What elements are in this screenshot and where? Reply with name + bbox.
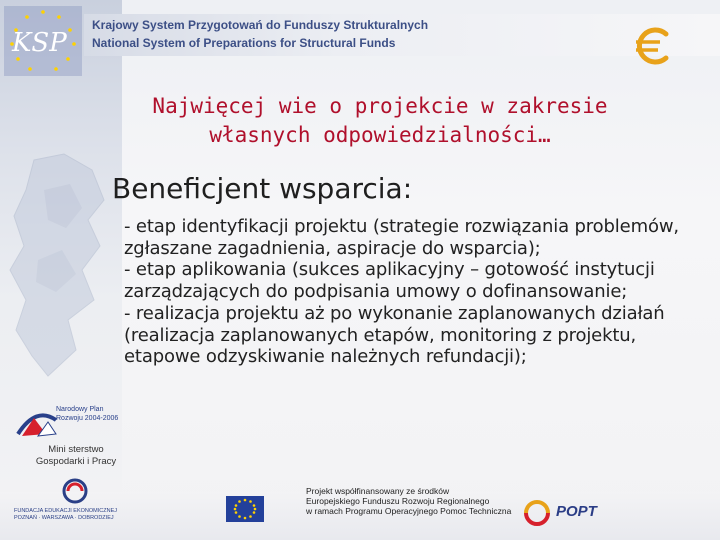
fundacja-logo-icon — [58, 478, 92, 504]
euro-icon — [632, 24, 676, 68]
slide-title: Najwięcej wie o projekcie w zakresie własnych odpowiedzialności… — [152, 94, 608, 147]
eu-map-icon — [4, 150, 122, 390]
popt-logo-icon — [520, 496, 554, 530]
popt-label: POPT — [556, 503, 597, 520]
fundacja-text: FUNDACJA EDUKACJI EKONOMICZNEJ POZNAŃ · WARSZAWA · DOBRODZIEJ — [14, 508, 117, 521]
body-item-application: - etap aplikowania (sukces aplikacyjny – gotowość instytucji zarządzających do podpisania umowy o dofinansowanie; — [124, 259, 655, 303]
narodowy-plan-text: Narodowy Plan Rozwoju 2004-2006 — [56, 406, 119, 422]
ministry-label: Mini sterstwo Gospodarki i Pracy — [35, 444, 117, 467]
eu-flag-icon — [226, 496, 264, 522]
body-item-identification: - etap identyfikacji projektu (strategie rozwiązania problemów, zgłaszane zagadnienia, aspiracje do wsparcia); — [124, 216, 679, 259]
cofinance-note: Projekt współfinansowany ze środków Europejskiego Funduszu Rozwoju Regionalnego w ramach Programu Operacyjnego Pomoc Techniczna — [306, 486, 512, 516]
header-title-pl: Krajowy System Przygotowań do Funduszy Strukturalnych — [92, 18, 429, 32]
body-item-realization: - realizacja projektu aż po wykonanie zaplanowanych działań (realizacja zaplanowanych etapów, monitoring z projektu, etapowe odzyskiwanie należnych refundacji); — [124, 302, 665, 368]
ksp-logo-text: KSP — [12, 28, 67, 58]
body-text — [124, 216, 692, 368]
slide-subtitle: Beneficjent wsparcia: — [112, 172, 413, 205]
header-title-en: National System of Preparations for Structural Funds — [92, 36, 396, 50]
